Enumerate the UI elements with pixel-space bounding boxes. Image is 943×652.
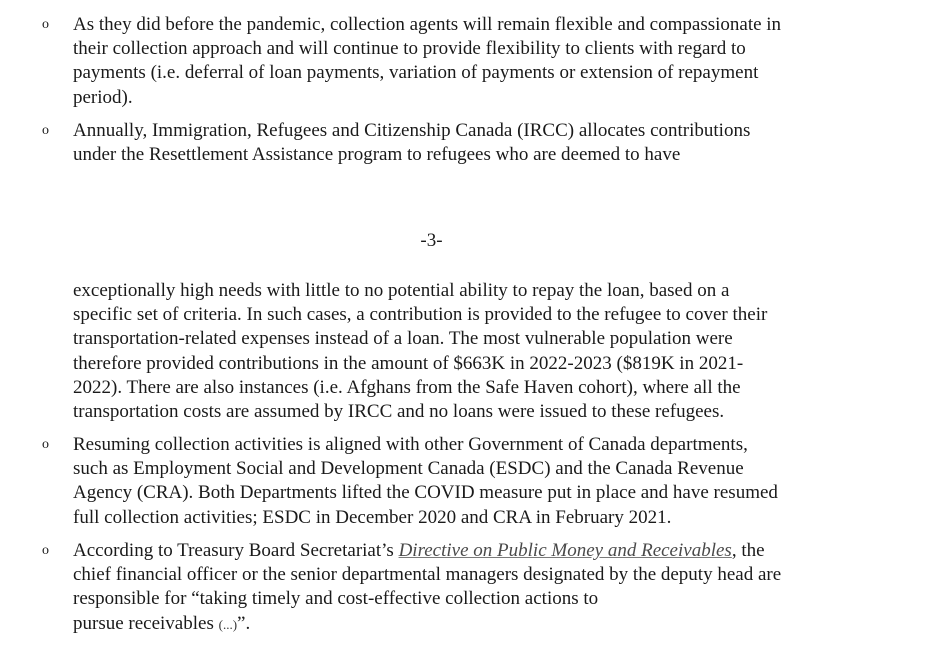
bullet-marker: o (42, 543, 49, 558)
paragraph-text: Resuming collection activities is aligned with other Government of Canada departments, such as Employment Social and Development Canada (ESDC) and the Canada Revenue Agency (CRA). Both Departments lifted the COVID measure put in place and have resumed full collection activities; ESDC in December 2020 and CRA in February 2021. (73, 434, 778, 528)
ellipsis-text: (...) (218, 616, 238, 632)
bullet-marker: o (42, 17, 49, 32)
directive-link[interactable]: Directive on Public Money and Receivables (398, 540, 732, 561)
paragraph-text: Annually, Immigration, Refugees and Citizenship Canada (IRCC) allocates contributions under the Resettlement Assistance program to refugees who are deemed to have (73, 120, 751, 166)
paragraph-text: As they did before the pandemic, collection agents will remain flexible and compassionate in their collection approach and will continue to provide flexibility to clients with regard to payments (i.e. deferral of loan payments, variation of payments or extension of repayment period). (73, 14, 782, 108)
page-number: -3- (420, 230, 443, 251)
paragraph-text (73, 539, 943, 637)
bullet-marker: o (42, 123, 49, 138)
paragraph-text: exceptionally high needs with little to no potential ability to repay the loan, based on a specific set of criteria. In such cases, a contribution is provided to the refugee to cover their transportation-related expenses instead of a loan. The most vulnerable population were therefore provided contributions in the amount of $663K in 2022-2023 ($819K in 2021- 2022). There are also instances (i.e. Afghans from the Safe Haven cohort), where all the transportation costs are assumed by IRCC and no loans were issued to these refugees. (73, 280, 768, 423)
text-after-link: , the chief financial officer or the senior departmental managers designated by the deputy head are responsible for “taking timely and cost-effective collection actions to pursue receivables (73, 540, 782, 634)
text-before-link: According to Treasury Board Secretariat’s (73, 540, 399, 561)
bullet-marker: o (42, 437, 49, 452)
closing-text: ”. (237, 612, 251, 634)
